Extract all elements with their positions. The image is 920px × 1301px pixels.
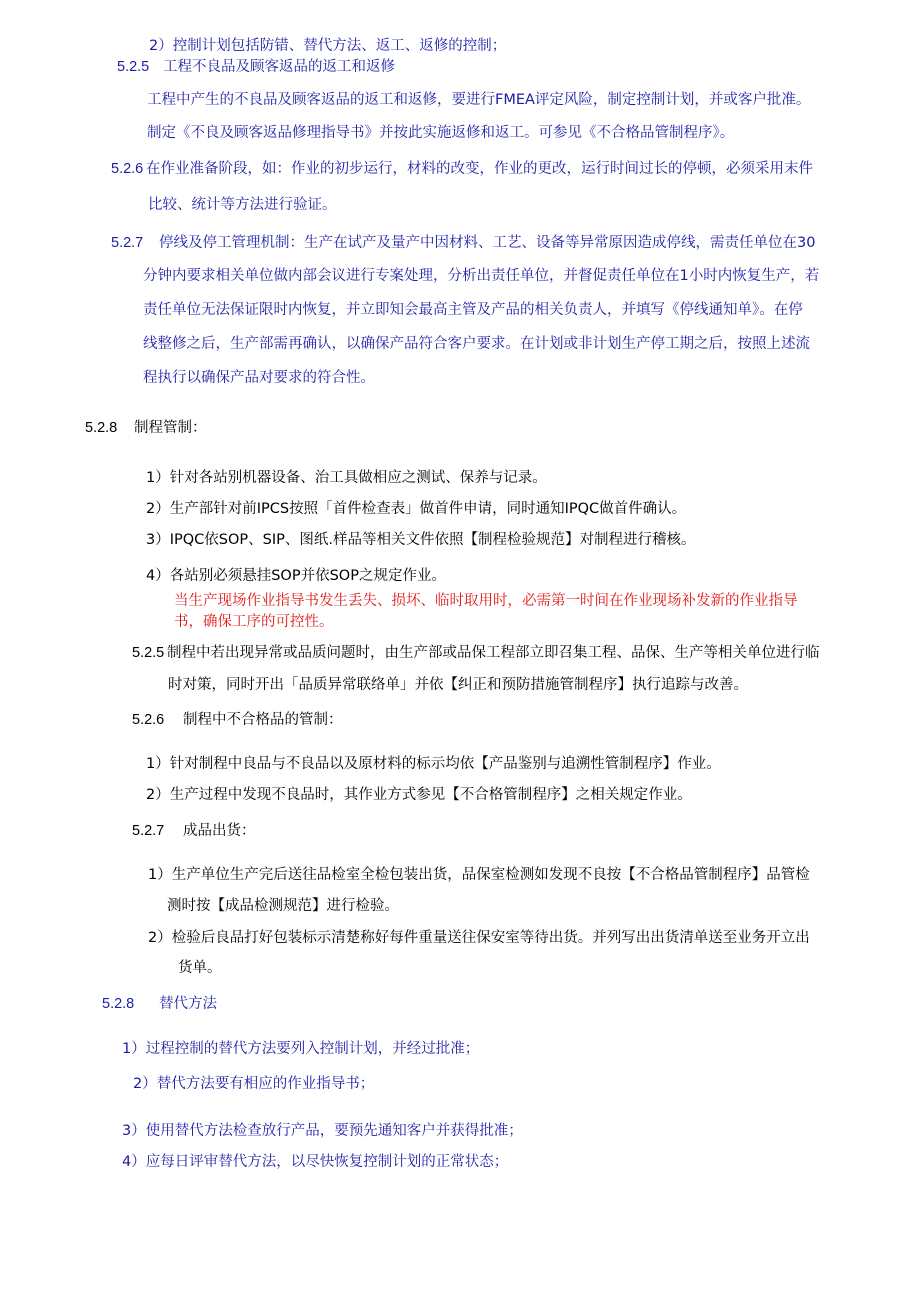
list-item: 2）替代方法要有相应的作业指导书； xyxy=(133,1076,375,1092)
list-item: 4）各站别必须悬挂SOP并依SOP之规定作业。 xyxy=(146,568,446,584)
section-number: 5.2.5 xyxy=(117,59,150,75)
control-plan-item-2: 2）控制计划包括防错、替代方法、返工、返修的控制； xyxy=(149,38,507,54)
section-heading: 制程管制： xyxy=(134,420,207,436)
list-item: 1）生产单位生产完后送往品检室全检包装出货，品保室检测如发现不良按【不合格品管制程序】品管检 xyxy=(148,867,810,883)
list-item: 4）应每日评审替代方法，以尽快恢复控制计划的正常状态； xyxy=(122,1154,509,1170)
paragraph-line: 在作业准备阶段，如：作业的初步运行，材料的改变，作业的更改，运行时间过长的停顿，必须采用末件 xyxy=(146,161,813,177)
paragraph-line: 比较、统计等方法进行验证。 xyxy=(148,197,337,213)
section-number: 5.2.6 xyxy=(132,712,165,728)
list-item: 3）IPQC依SOP、SIP、图纸.样品等相关文件依照【制程检验规范】对制程进行稽核。 xyxy=(146,532,696,548)
paragraph-line: 责任单位无法保证限时内恢复，并立即知会最高主管及产品的相关负责人，并填写《停线通知单》。在停 xyxy=(143,302,803,318)
list-item: 3）使用替代方法检查放行产品，要预先通知客户并获得批准； xyxy=(122,1123,523,1139)
list-item: 1）针对各站别机器设备、治工具做相应之测试、保养与记录。 xyxy=(146,470,547,486)
section-number: 5.2.7 xyxy=(132,823,165,839)
section-number: 5.2.8 xyxy=(102,996,135,1012)
list-item: 1）过程控制的替代方法要列入控制计划，并经过批准； xyxy=(122,1041,480,1057)
section-number: 5.2.6 xyxy=(111,161,144,177)
list-item: 2）生产部针对前IPCS按照「首件检查表」做首件申请，同时通知IPQC做首件确认。 xyxy=(146,501,687,517)
list-item: 2）生产过程中发现不良品时，其作业方式参见【不合格管制程序】之相关规定作业。 xyxy=(146,787,692,803)
paragraph-line: 程执行以确保产品对要求的符合性。 xyxy=(143,370,375,386)
list-item-continued: 测时按【成品检测规范】进行检验。 xyxy=(167,898,399,914)
section-heading: 成品出货： xyxy=(183,823,256,839)
paragraph-line: 停线及停工管理机制：生产在试产及量产中因材料、工艺、设备等异常原因造成停线，需责任单位在30 xyxy=(159,235,816,251)
red-note-line: 当生产现场作业指导书发生丢失、损坏、临时取用时，必需第一时间在作业现场补发新的作业指导 xyxy=(174,593,798,609)
section-heading: 工程不良品及顾客返品的返工和返修 xyxy=(163,59,395,75)
section-number: 5.2.8 xyxy=(85,420,118,436)
section-number: 5.2.5 xyxy=(132,645,165,661)
paragraph-line: 制程中若出现异常或品质问题时，由生产部或品保工程部立即召集工程、品保、生产等相关单位进行临 xyxy=(167,645,820,661)
paragraph-line: 制定《不良及顾客返品修理指导书》并按此实施返修和返工。可参见《不合格品管制程序》。 xyxy=(147,125,735,141)
paragraph-line: 线整修之后，生产部需再确认，以确保产品符合客户要求。在计划或非计划生产停工期之后，按照上述流 xyxy=(143,336,810,352)
list-item-continued: 货单。 xyxy=(178,960,222,976)
section-number: 5.2.7 xyxy=(111,235,144,251)
section-heading: 替代方法 xyxy=(159,996,217,1012)
paragraph-line: 时对策，同时开出「品质异常联络单」并依【纠正和预防措施管制程序】执行追踪与改善。 xyxy=(168,677,748,693)
red-note-line: 书，确保工序的可控性。 xyxy=(174,614,334,630)
list-item: 2）检验后良品打好包装标示清楚称好每件重量送往保安室等待出货。并列写出出货清单送至业务开立出 xyxy=(148,930,810,946)
paragraph-line: 工程中产生的不良品及顾客返品的返工和返修，要进行FMEA评定风险，制定控制计划，并或客户批准。 xyxy=(147,92,811,108)
section-heading: 制程中不合格品的管制： xyxy=(183,712,343,728)
list-item: 1）针对制程中良品与不良品以及原材料的标示均依【产品鉴别与追溯性管制程序】作业。 xyxy=(146,756,721,772)
paragraph-line: 分钟内要求相关单位做内部会议进行专案处理，分析出责任单位，并督促责任单位在1小时内恢复生产，若 xyxy=(143,268,820,284)
